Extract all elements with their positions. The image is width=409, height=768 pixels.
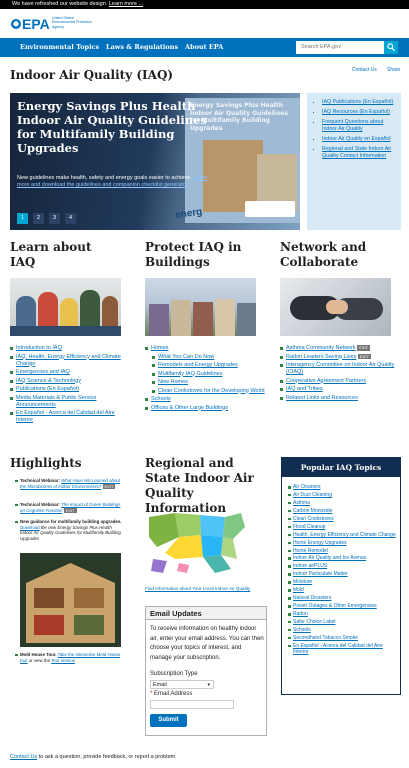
text-version-link[interactable]: Text Version	[51, 657, 76, 663]
banner-text: We have refreshed our website design.	[12, 1, 108, 7]
topic-link[interactable]: Air Duct Cleaning	[293, 492, 396, 498]
learn-link-intro[interactable]: Introduction to IAQ	[10, 345, 128, 352]
highlight-1-label: Technical Webinar:	[20, 478, 60, 483]
email-text: To receive information on healthy indoor air, enter your email address. You can then choose your topics of interest, and manage your subscription.	[150, 626, 264, 661]
us-regions-map-icon[interactable]	[145, 507, 248, 577]
protect-link-new-homes[interactable]: New Homes	[145, 379, 267, 386]
topic-link[interactable]: Clean Cookstoves	[293, 516, 396, 522]
slide-2-button[interactable]: 2	[33, 213, 44, 224]
learn-link-media[interactable]: Media Materials & Public Service Announcements	[10, 395, 128, 409]
nav-about-epa[interactable]: About EPA	[185, 43, 224, 51]
protect-links	[145, 345, 267, 413]
learn-link-emergencies[interactable]: Emergencies and IAQ	[10, 369, 128, 376]
search-icon	[387, 43, 395, 52]
topic-link[interactable]: Asthma	[293, 500, 396, 506]
house-2	[171, 300, 191, 336]
topic-link[interactable]: Schools	[293, 627, 396, 633]
cover-brand: energ	[174, 206, 204, 222]
aside-link-resources[interactable]: ▪ IAQ Resources (En Español)	[322, 109, 397, 116]
protect-link-remodels[interactable]: Remodels and Energy Upgrades	[145, 362, 267, 369]
search-button[interactable]	[384, 41, 398, 54]
exit-badge: EXIT	[104, 483, 114, 489]
share-link[interactable]: Share	[387, 67, 401, 73]
highlight-guidance	[20, 519, 125, 541]
house-1	[149, 304, 169, 336]
agency-line-1: United States	[52, 16, 74, 20]
network-item-radon	[280, 354, 400, 361]
agency-line-3: Agency	[52, 24, 64, 29]
page-footer	[10, 754, 177, 760]
highlight-mold-tour	[20, 652, 125, 663]
aside-link-espanol[interactable]: ▪ Indoor Air Quality en Español	[322, 136, 397, 143]
footer-contact-link[interactable]: Contact Us	[10, 754, 38, 760]
highlight-2-label: Technical Webinar:	[20, 502, 60, 507]
highlight-3-download-link[interactable]: Download	[20, 524, 40, 530]
cover-logo-badge	[245, 201, 295, 217]
agency-line-2: Environmental Protection	[52, 20, 93, 25]
slide-3-button[interactable]: 3	[49, 213, 60, 224]
topic-link[interactable]: Home Energy Upgrades	[293, 540, 396, 546]
footer-text: to ask a question, provide feedback, or report a problem.	[38, 754, 177, 760]
cover-title: Energy Savings Plus Health Indoor Air Quality Guidelines for Multifamily Building Upgrades	[190, 102, 288, 132]
learn-link-science[interactable]: IAQ Science & Technology	[10, 378, 128, 385]
network-link-ciaq[interactable]: Interagency Committee on Indoor Air Quality (CIAQ)	[280, 362, 400, 376]
subscription-type-value: Email	[153, 682, 167, 688]
learn-link-espanol[interactable]: En Español - Acerca del Calidad del Aire Interior	[10, 410, 128, 424]
nav-laws-regulations[interactable]: Laws & Regulations	[106, 43, 179, 51]
popular-topics-box	[281, 457, 401, 695]
highlight-4-label: Mold House Tour.	[20, 652, 57, 657]
highlight-2-link[interactable]: The Impact of Green Buildings on Cognitive Function	[20, 502, 121, 513]
topic-link[interactable]: Natural Disasters	[293, 595, 396, 601]
room-4	[74, 615, 104, 635]
contact-us-link[interactable]: Contact Us	[352, 67, 377, 73]
network-links	[280, 345, 400, 403]
hero-carousel[interactable]	[10, 93, 300, 230]
room-3	[34, 615, 64, 635]
site-banner	[0, 0, 409, 9]
page-title: Indoor Air Quality (IAQ)	[10, 68, 174, 82]
exit-badge: EXIT	[359, 353, 369, 359]
topic-link[interactable]: Power Outages & Other Emergencies	[293, 603, 396, 609]
topic-link[interactable]: Health, Energy Efficiency and Climate Change	[293, 531, 396, 538]
highlight-3-text: the new Energy Savings Plus Health Indoor Air Quality Guidelines for Multifamily Building Upgrades	[20, 524, 121, 541]
house-4	[215, 299, 235, 336]
topic-link[interactable]: Indoor Particulate Matter	[293, 571, 396, 577]
agency-name	[52, 16, 102, 29]
subscription-type-label: Subscription Type	[150, 671, 198, 677]
subscription-type-select[interactable]	[150, 680, 214, 689]
chevron-down-icon: ▾	[207, 682, 210, 688]
highlight-1-link[interactable]: What Have We Learned about the Microbiomes of Indoor Environments?	[20, 478, 121, 489]
topic-link[interactable]: Secondhand Tobacco Smoke	[293, 635, 396, 641]
popular-heading: Popular IAQ Topics	[282, 458, 400, 477]
email-heading: Email Updates	[146, 607, 266, 620]
slide-4-button[interactable]: 4	[65, 213, 76, 224]
search-input[interactable]	[296, 41, 384, 54]
mold-house-image[interactable]	[20, 553, 121, 647]
topic-link[interactable]: Air Cleaners	[293, 484, 396, 490]
topic-link[interactable]: Home Remodel	[293, 548, 396, 554]
protect-link-schools[interactable]: Schools	[145, 396, 267, 403]
network-heading: Network and Collaborate	[280, 240, 367, 269]
network-link-cooperative[interactable]: Cooperative Agreement Partners	[280, 378, 400, 385]
email-updates-box	[145, 606, 267, 736]
learn-links	[10, 345, 128, 426]
network-link-asthma[interactable]: Asthma Community Network	[286, 345, 356, 351]
logo-wordmark: EPA	[22, 16, 50, 32]
highlight-webinar-2	[20, 502, 125, 513]
hero-heading: Energy Savings Plus Health Indoor Air Quality Guidelines for Multifamily Building Upgrades	[17, 99, 207, 155]
protect-heading: Protect IAQ in Buildings	[145, 240, 242, 269]
highlights-heading: Highlights	[10, 456, 82, 470]
protect-link-homes[interactable]: Homes	[145, 345, 267, 352]
hands	[326, 300, 348, 314]
exit-badge: EXIT	[65, 507, 75, 513]
protect-link-multifamily[interactable]: Multifamily IAQ Guidelines	[145, 371, 267, 378]
topic-link[interactable]: Indoor Air Quality and Ice Arenas	[293, 555, 396, 561]
learn-heading: Learn about IAQ	[10, 240, 92, 269]
highlight-webinar-1	[20, 478, 125, 489]
room-1	[34, 588, 64, 608]
highlight-4-mid: or view the	[28, 657, 51, 663]
aside-link-regional[interactable]: ▪ Regional and State Indoor Air Quality Contact Information	[322, 146, 397, 160]
handshake-photo	[280, 278, 391, 336]
email-input[interactable]	[150, 700, 234, 709]
learn-link-health[interactable]: IAQ, Health, Energy Efficiency and Climate Change	[10, 354, 128, 368]
highlight-3-label: New guidance for multifamily building upgrades.	[20, 519, 122, 524]
topic-link[interactable]: En Español - Acerca del Calidad del Aire Interior	[293, 643, 396, 655]
local-iaq-link[interactable]: Find Information about Your Local Indoor Air Quality	[145, 586, 251, 591]
room-2	[74, 588, 104, 608]
family-photo	[10, 278, 121, 336]
topic-link[interactable]: Carbon Monoxide	[293, 508, 396, 514]
hero-download-link[interactable]: Learn more and download the guidelines and companion checklist generator.	[17, 175, 208, 188]
email-address-label	[150, 691, 192, 697]
topic-link[interactable]: Mold	[293, 587, 396, 593]
email-address-label-text: Email Address	[154, 691, 193, 697]
topic-link[interactable]: Radon	[293, 611, 396, 617]
protect-link-offices[interactable]: Offices & Other Large Buildings	[145, 405, 267, 412]
protect-link-cookstoves[interactable]: Clean Cookstoves for the Developing World	[145, 388, 267, 395]
required-mark: *	[150, 691, 153, 697]
buildings-photo	[145, 278, 256, 336]
learn-link-publications[interactable]: Publications (En Español)	[10, 386, 128, 393]
aside-link-publications[interactable]: ▪ IAQ Publications (En Español)	[322, 99, 397, 106]
protect-link-what-you-can-do[interactable]: What You Can Do Now	[145, 354, 267, 361]
topic-link[interactable]: Flood Cleanup	[293, 524, 396, 530]
topic-link[interactable]: Moisture	[293, 579, 396, 585]
main-nav	[0, 38, 409, 57]
house-3	[193, 302, 213, 336]
network-link-related[interactable]: Related Links and Resources	[280, 395, 400, 402]
site-header	[0, 9, 409, 38]
quick-links-box	[307, 93, 401, 230]
exit-badge: EXIT	[359, 345, 369, 350]
nav-environmental-topics[interactable]: Environmental Topics	[20, 43, 100, 51]
slide-1-button[interactable]: 1	[17, 213, 28, 224]
sofa	[10, 326, 121, 336]
network-link-tribes[interactable]: IAQ and Tribes	[280, 386, 400, 393]
hero-text	[17, 175, 217, 189]
regional-heading: Regional and State Indoor Air Quality Information	[145, 456, 254, 515]
topic-link[interactable]: Indoor airPLUS	[293, 563, 396, 569]
network-link-radon[interactable]: Radon Leaders Saving Lives	[286, 353, 357, 360]
hero-body: New guidelines make health, safety and energy goals easier to achieve.	[17, 175, 192, 181]
aside-link-faq[interactable]: ▪ Frequent Questions about Indoor Air Quality	[322, 119, 397, 133]
topic-link[interactable]: Safer Choice Label	[293, 619, 396, 625]
banner-learn-more-link[interactable]: Learn more ...	[108, 1, 144, 7]
house-5	[237, 303, 256, 336]
mold-tour-link[interactable]: Take the interactive Mold House tour	[20, 652, 121, 663]
network-item-asthma	[280, 345, 400, 352]
popular-topics-list	[282, 477, 400, 655]
submit-button[interactable]: Submit	[150, 714, 187, 727]
